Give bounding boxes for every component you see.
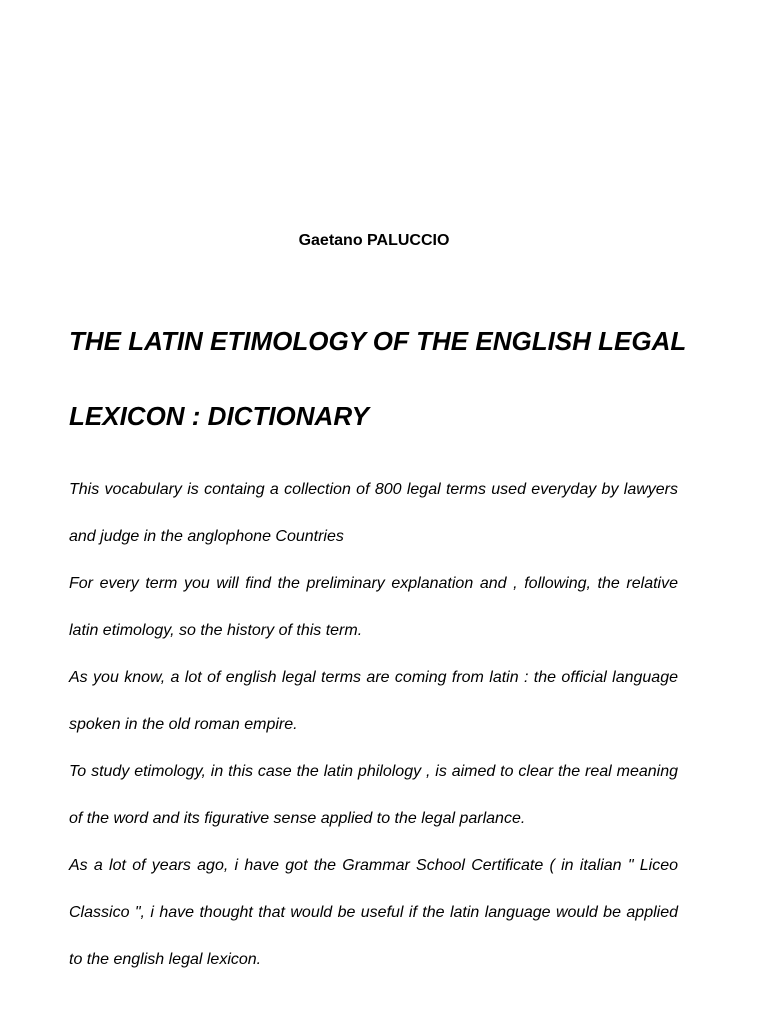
- document-title-line-2: LEXICON : DICTIONARY: [69, 401, 369, 431]
- paragraph-latin-origin: As you know, a lot of english legal terms are coming from latin : the official language spoken in the old roman empire.: [69, 669, 678, 733]
- document-title-line-1: THE LATIN ETIMOLOGY OF THE ENGLISH LEGAL: [69, 326, 687, 356]
- paragraph-explanation: For every term you will find the preliminary explanation and , following, the relative latin etimology, so the history of this term.: [69, 575, 678, 639]
- paragraph-collection: This vocabulary is containg a collection of 800 legal terms used everyday by lawyers and judge in the anglophone Countries: [69, 481, 678, 545]
- paragraph-etymology-aim: To study etimology, in this case the latin philology , is aimed to clear the real meaning of the word and its figurative sense applied to the legal parlance.: [69, 763, 678, 827]
- paragraph-author-background: As a lot of years ago, i have got the Grammar School Certificate ( in italian " Liceo Classico ", i have thought that would be useful if the latin language would be applied to the english legal lexicon.: [69, 857, 678, 968]
- introduction-text: [69, 466, 678, 983]
- author-name: Gaetano PALUCCIO: [298, 232, 450, 249]
